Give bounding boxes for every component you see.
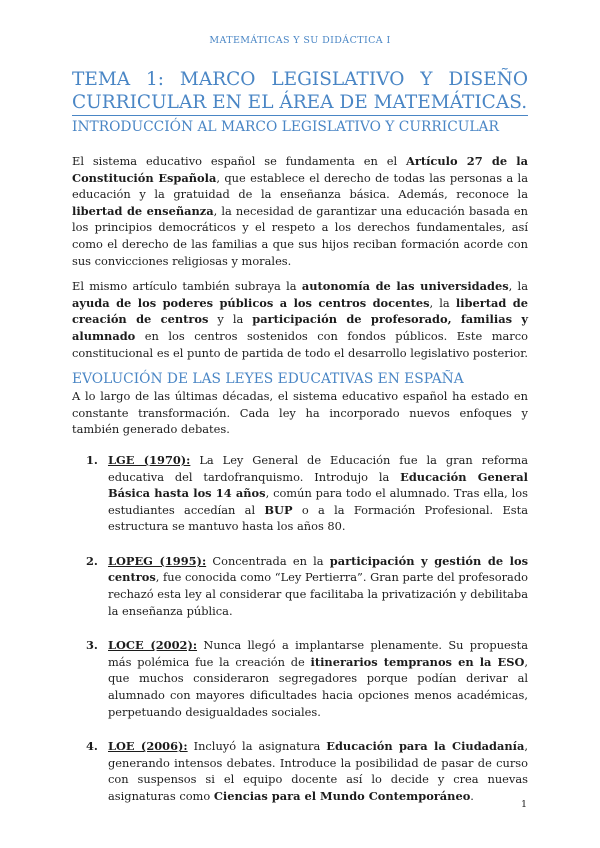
- evolution-heading: EVOLUCIÓN DE LAS LEYES EDUCATIVAS EN ESPAÑA: [72, 371, 464, 388]
- law-name: LGE (1970):: [108, 452, 191, 467]
- law-name: LOCE (2002):: [108, 638, 198, 653]
- evolution-intro: A lo largo de las últimas décadas, el sistema educativo español ha estado en constante transformación. Cada ley ha incorporado nuevos enfoques y también generado debates.: [72, 389, 528, 437]
- bold-phrase: libertad de enseñanza: [72, 203, 214, 218]
- title-block: [72, 68, 528, 136]
- law-number: 1.: [86, 452, 98, 467]
- bold-phrase: libertad de creación de centros: [72, 295, 528, 327]
- bold-phrase: participación y gestión de los centros: [108, 553, 528, 585]
- law-number: 4.: [86, 739, 98, 754]
- intro-paragraph-1: El sistema educativo español se fundamenta en el Artículo 27 de la Constitución Española, que establece el derecho de todas las personas a la educación y la gratuidad de la enseñanza básica. Además, reconoce la libertad de enseñanza, la necesidad de garantizar una educación basada en los principios democráticos y el respeto a los derechos fundamentales, así como el derecho de las familias a que sus hijos reciban formación acorde con sus convicciones religiosas y morales.: [72, 154, 528, 268]
- law-description: La Ley General de Educación fue la gran reforma educativa del tardofranquismo. Introdujo la Educación General Básica hasta los 14 años, común para todo el alumnado. Tras ella, los estudiantes accedían al BUP o a la Formación Profesional. Esta estructura se mantuvo hasta los años 80.: [108, 452, 528, 534]
- law-number: 3.: [86, 638, 98, 653]
- bold-phrase: autonomía de las universidades: [301, 279, 509, 294]
- chapter-title: TEMA 1: MARCO LEGISLATIVO Y DISEÑO CURRICULAR EN EL ÁREA DE MATEMÁTICAS.: [72, 69, 528, 113]
- laws-list: [72, 452, 528, 805]
- law-description: Nunca llegó a implantarse plenamente. Su propuesta más polémica fue la creación de itinerarios tempranos en la ESO, que muchos consideraron segregadores porque podían derivar al alumnado con mayores dificultades hacia opciones menos académicas, perpetuando desigualdades sociales.: [108, 638, 528, 719]
- bold-phrase: Ciencias para el Mundo Contemporáneo: [213, 789, 471, 803]
- law-description: Incluyó la asignatura Educación para la Ciudadanía, generando intensos debates. Introduce la posibilidad de pasar de curso con suspensos si el equipo docente así lo decide y crea nuevas asignaturas como Ciencias para el Mundo Contemporáneo.: [108, 739, 528, 803]
- law-item: [72, 637, 528, 720]
- law-description: Concentrada en la participación y gestión de los centros, fue conocida como “Ley Pertierra”. Gran parte del profesorado rechazó esta ley al considerar que facilitaba la privatización y debilitaba la enseñanza pública.: [108, 553, 528, 618]
- bold-phrase: Artículo 27 de la Constitución Española: [72, 154, 528, 185]
- law-item: [72, 553, 528, 619]
- bold-phrase: itinerarios tempranos en la ESO: [310, 654, 525, 669]
- law-item: [72, 452, 528, 535]
- title-underline: [72, 115, 528, 116]
- section-subtitle: INTRODUCCIÓN AL MARCO LEGISLATIVO Y CURRICULAR: [72, 119, 499, 135]
- law-item: [72, 738, 528, 804]
- intro-paragraph-2: El mismo artículo también subraya la autonomía de las universidades, la ayuda de los poderes públicos a los centros docentes, la libertad de creación de centros y la participación de profesorado, familias y alumnado en los centros sostenidos con fondos públicos. Este marco constitucional es el punto de partida de todo el desarrollo legislativo posterior.: [72, 279, 529, 360]
- law-name: LOPEG (1995):: [108, 553, 207, 568]
- running-header: MATEMÁTICAS Y SU DIDÁCTICA I: [209, 35, 391, 46]
- law-number: 2.: [86, 553, 98, 568]
- bold-phrase: Educación para la Ciudadanía: [326, 739, 525, 754]
- bold-phrase: participación de profesorado, familias y alumnado: [72, 312, 528, 343]
- bold-phrase: BUP: [264, 502, 293, 517]
- bold-phrase: ayuda de los poderes públicos a los centros docentes: [72, 295, 430, 310]
- bold-phrase: Educación General Básica hasta los 14 años: [108, 469, 528, 501]
- document-body: [72, 153, 528, 823]
- page-number: 1: [520, 799, 527, 810]
- law-name: LOE (2006):: [108, 739, 188, 754]
